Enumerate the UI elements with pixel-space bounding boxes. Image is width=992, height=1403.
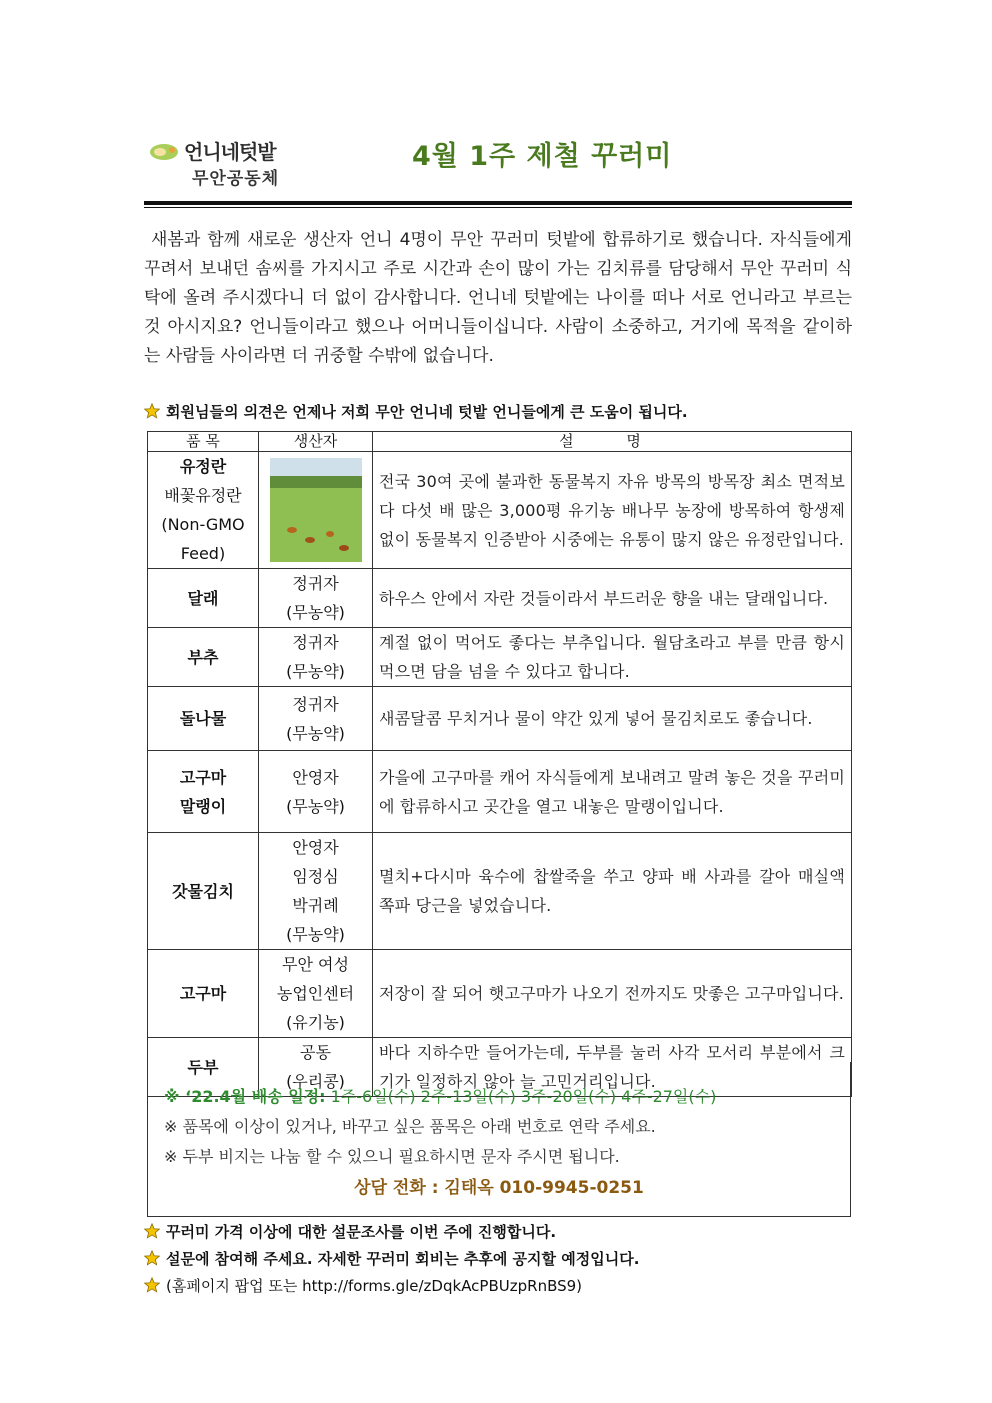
footer-survey-text: 꾸러미 가격 이상에 대한 설문조사를 이번 주에 진행합니다. bbox=[166, 1223, 557, 1241]
change-request-line: ※ 품목에 이상이 있거나, 바꾸고 싶은 품목은 아래 번호로 연락 주세요. bbox=[164, 1117, 656, 1136]
table-row bbox=[148, 452, 852, 569]
logo bbox=[148, 136, 308, 188]
producer-cell bbox=[259, 452, 373, 569]
footer-line-2 bbox=[144, 1248, 639, 1269]
logo-leaf-icon bbox=[148, 140, 184, 162]
footer-link-text[interactable]: (홈페이지 팝업 또는 http://forms.gle/zDqkAcPBUzpRnBS9) bbox=[166, 1277, 583, 1295]
tofu-residue-line: ※ 두부 비지는 나눔 할 수 있으니 필요하시면 문자 주시면 됩니다. bbox=[164, 1147, 620, 1166]
member-note bbox=[144, 401, 688, 422]
table-row bbox=[148, 950, 852, 1038]
item-description: 전국 30여 곳에 불과한 동물복지 자유 방목의 방목장 최소 면적보다 다섯 배 많은 3,000평 유기농 배나무 농장에 방목하여 항생제 없이 동물복지 인증받아 시중에는 유통이 많지 않은 유정란입니다. bbox=[373, 452, 852, 569]
contact-phone: 상담 전화 : 김태옥 010-9945-0251 bbox=[354, 1178, 644, 1198]
table-row bbox=[148, 751, 852, 833]
intro-text: 새봄과 함께 새로운 생산자 언니 4명이 무안 꾸러미 텃밭에 합류하기로 했습니다. 자식들에게 꾸려서 보내던 솜씨를 가지시고 주로 시간과 손이 많이 가는 김치류를 담당해서 무안 꾸러미 식탁에 올려 주시겠다니 더 없이 감사합니다. 언니네 텃밭에는 나이를 떠나 서로 언니라고 부르는 것 아시지요? 언니들이라고 했으나 어머니들이십니다. 사람이 소중하고, 거기에 목적을 같이하는 사람들 사이라면 더 귀중할 수밖에 없습니다. bbox=[144, 230, 852, 366]
title-divider-thin bbox=[144, 207, 852, 208]
star-icon bbox=[144, 1223, 160, 1239]
header-item: 품 목 bbox=[148, 432, 259, 452]
intro-paragraph bbox=[144, 226, 852, 371]
producer-cell bbox=[259, 628, 373, 687]
producer-text: 무안 여성 농업인센터 (유기농) bbox=[276, 955, 355, 1032]
producer-cell bbox=[259, 751, 373, 833]
footer-line-1 bbox=[144, 1221, 556, 1242]
item-name-text: 두부 bbox=[187, 1057, 219, 1077]
item-name bbox=[148, 950, 259, 1038]
schedule-label: ※ ‘22.4월 배송 일정: bbox=[164, 1087, 326, 1106]
item-name-text: 고구마 말랭이 bbox=[179, 767, 227, 816]
item-name-text: 달래 bbox=[187, 588, 219, 608]
item-description: 계절 없이 먹어도 좋다는 부추입니다. 월담초라고 부를 만큼 항시 먹으면 담을 넘을 수 있다고 합니다. bbox=[373, 628, 852, 687]
producer-cell bbox=[259, 833, 373, 950]
header-description bbox=[373, 432, 852, 452]
delivery-info-box bbox=[147, 1062, 851, 1217]
table-row bbox=[148, 833, 852, 950]
product-table bbox=[147, 431, 852, 1097]
header-producer: 생산자 bbox=[259, 432, 373, 452]
item-description: 새콤달콤 무치거나 물이 약간 있게 넣어 물김치로도 좋습니다. bbox=[373, 687, 852, 751]
item-name-text: 부추 bbox=[187, 647, 219, 667]
star-icon bbox=[144, 1250, 160, 1266]
item-description: 가을에 고구마를 캐어 자식들에게 보내려고 말려 놓은 것을 꾸러미에 합류하시고 곳간을 열고 내놓은 말랭이입니다. bbox=[373, 751, 852, 833]
item-name bbox=[148, 687, 259, 751]
table-row bbox=[148, 569, 852, 628]
logo-name: 언니네텃밭 bbox=[184, 140, 276, 164]
item-subname: 배꽃유정란 (Non-GMO Feed) bbox=[161, 486, 245, 563]
footer-participate-text: 설문에 참여해 주세요. 자세한 꾸러미 회비는 추후에 공지할 예정입니다. bbox=[166, 1250, 640, 1268]
table-row bbox=[148, 687, 852, 751]
item-name-text: 갓물김치 bbox=[172, 881, 234, 901]
schedule-line bbox=[164, 1084, 716, 1107]
item-name-text: 유정란 bbox=[179, 457, 227, 476]
table-body bbox=[148, 452, 852, 1097]
item-description: 바다 지하수만 들어가는데, 두부를 눌러 사각 모서리 부분에서 크기가 일정하지 않아 늘 고민거리입니다. bbox=[373, 1038, 852, 1097]
page-title: 4월 1주 제철 꾸러미 bbox=[412, 141, 673, 172]
item-name bbox=[148, 751, 259, 833]
star-icon bbox=[144, 1277, 160, 1293]
item-name bbox=[148, 452, 259, 569]
logo-subtitle: 무안공동체 bbox=[192, 169, 280, 189]
producer-cell bbox=[259, 687, 373, 751]
star-icon bbox=[144, 403, 160, 419]
header-description-text: 설 명 bbox=[559, 432, 665, 450]
schedule-dates: 1주-6일(수) 2주-13일(수) 3주-20일(수) 4주-27일(수) bbox=[330, 1087, 717, 1106]
producer-cell bbox=[259, 569, 373, 628]
farm-photo bbox=[270, 458, 362, 562]
item-description: 멸치+다시마 육수에 찹쌀죽을 쑤고 양파 배 사과를 갈아 매실액 쪽파 당근을 넣었습니다. bbox=[373, 833, 852, 950]
title-divider bbox=[144, 201, 852, 205]
footer-line-3 bbox=[144, 1275, 582, 1296]
item-name bbox=[148, 569, 259, 628]
producer-text: 정귀자 (무농약) bbox=[286, 633, 345, 681]
producer-text: 정귀자 (무농약) bbox=[286, 574, 345, 622]
item-name-text: 돌나물 bbox=[179, 709, 227, 728]
producer-text: 공동 (우리콩) bbox=[286, 1043, 345, 1091]
item-name-text: 고구마 bbox=[179, 984, 227, 1003]
item-description: 저장이 잘 되어 햇고구마가 나오기 전까지도 맛좋은 고구마입니다. bbox=[373, 950, 852, 1038]
item-name bbox=[148, 833, 259, 950]
producer-text: 안영자 (무농약) bbox=[286, 767, 345, 816]
member-note-text: 회원님들의 의견은 언제나 저희 무안 언니네 텃밭 언니들에게 큰 도움이 됩니다. bbox=[166, 403, 688, 421]
table-header-row bbox=[148, 432, 852, 452]
item-name bbox=[148, 628, 259, 687]
item-description: 하우스 안에서 자란 것들이라서 부드러운 향을 내는 달래입니다. bbox=[373, 569, 852, 628]
producer-cell bbox=[259, 950, 373, 1038]
producer-text: 정귀자 (무농약) bbox=[286, 694, 345, 743]
table-row bbox=[148, 628, 852, 687]
producer-text: 안영자 임정심 박귀례 (무농약) bbox=[286, 838, 345, 944]
